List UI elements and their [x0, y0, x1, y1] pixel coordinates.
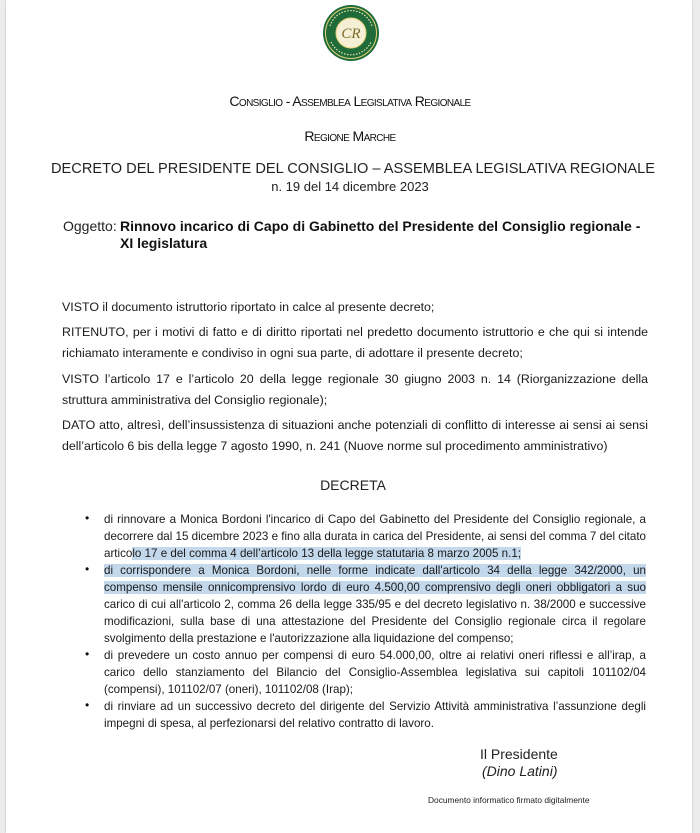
decree-item-2: [104, 562, 646, 647]
decree-number: n. 19 del 14 dicembre 2023: [271, 179, 429, 194]
recital-2: RITENUTO, per i motivi di fatto e di diritto riportati nel predetto documento istruttorio e che qui si intende richiamato interamente e condiviso in ogni sua parte, di adottare il presente decreto;: [62, 325, 648, 360]
item-2-highlight: di corrispondere a Monica Bordoni, nelle forme indicate dall'articolo 34 della legge 342/2000, un compenso mensile onnicomprensivo lordo di euro 4.500,00 comprensivo degli oneri obbligatori a suo: [104, 564, 646, 594]
signature-name: (Dino Latini): [482, 763, 558, 779]
decreta-heading: DECRETA: [320, 477, 386, 493]
recital-3: VISTO l’articolo 17 e l’articolo 20 della legge regionale 30 giugno 2003 n. 14 (Riorganizzazione della struttura amministrativa del Consiglio regionale);: [62, 372, 648, 407]
recital-1: VISTO il documento istruttorio riportato in calce al presente decreto;: [62, 300, 435, 314]
decree-item-4: di rinviare ad un successivo decreto del dirigente del Servizio Attività amministrativa l’assunzione degli impegni di spesa, al perfezionarsi del relativo contratto di lavoro.: [104, 700, 646, 730]
bullet-4: •: [85, 698, 90, 712]
item-1-highlight: lo 17 e del comma 4 dell’articolo 13 della legge statutaria 8 marzo 2005 n.1;: [132, 547, 521, 560]
decree-item-3: di prevedere un costo annuo per compensi di euro 54.000,00, oltre ai relativi oneri riflessi e all’irap, a carico dello stanziamento del Bilancio del Consiglio-Assemblea legislativa sui capitoli 101102/04 (compensi), 101102/07 (oneri), 101102/08 (Irap);: [104, 649, 646, 696]
recital-4: DATO atto, altresì, dell’insussistenza di situazioni anche potenziali di conflitto di interesse ai sensi ai sensi dell’articolo 6 bis della legge 7 agosto 1990, n. 241 (Nuove norme sul procedimento amministrativo): [62, 418, 648, 453]
org-name: Consiglio - Assemblea Legislativa Regionale: [229, 93, 471, 109]
council-seal-logo: [322, 4, 380, 62]
decree-title: DECRETO DEL PRESIDENTE DEL CONSIGLIO – ASSEMBLEA LEGISLATIVA REGIONALE: [51, 161, 655, 177]
bullet-3: •: [85, 647, 90, 661]
item-1-text: di rinnovare a Monica Bordoni l'incarico di Capo del Gabinetto del Presidente del Consiglio regionale, a decorrere dal 15 dicembre 2023 e fino alla durata in carica del Presidente, ai sensi del comma 7 del citato artico: [104, 513, 646, 560]
signature-role: Il Presidente: [480, 746, 558, 762]
item-2-text: carico di cui all'articolo 2, comma 26 della legge 335/95 e del decreto legislativo n. 38/2000 e successive modificazioni, sulla base di una attestazione del Presidente del Consiglio regionale circa il regolare svolgimento della prestazione e l'autorizzazione alla liquidazione del compenso;: [104, 598, 646, 645]
subject-text: Rinnovo incarico di Capo di Gabinetto del Presidente del Consiglio regionale - XI legislatura: [120, 218, 641, 251]
bullet-1: •: [85, 511, 90, 525]
decree-item-1: [104, 511, 646, 562]
region-name: Regione Marche: [304, 128, 396, 144]
svg-text:CR: CR: [341, 26, 361, 42]
subject-label: Oggetto:: [63, 218, 117, 234]
bullet-2: •: [85, 562, 90, 576]
digital-signature-note: Documento informatico firmato digitalmente: [428, 795, 590, 805]
